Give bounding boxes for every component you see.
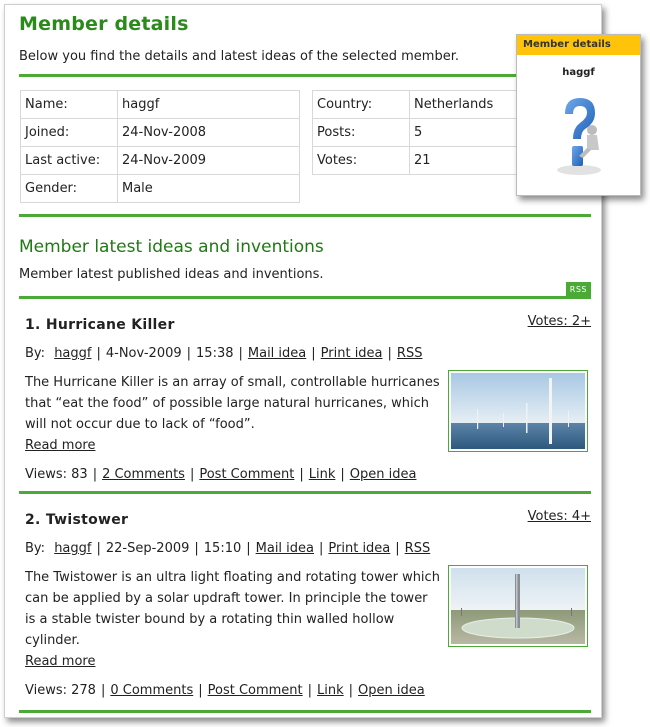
idea-item [19, 299, 591, 494]
mail-idea-link[interactable]: Mail idea [247, 346, 307, 361]
read-more-link[interactable]: Read more [25, 654, 96, 669]
votes-label: Votes: [313, 147, 410, 175]
by-label: By: [25, 346, 46, 361]
author-link[interactable]: haggf [54, 541, 92, 556]
read-more-link[interactable]: Read more [25, 438, 96, 453]
page-subtitle: Below you find the details and latest ideas of the selected member. [19, 49, 459, 64]
idea-stats: Views: 278 | 0 Comments | Post Comment | Link | Open idea [25, 683, 425, 698]
post-comment-link[interactable]: Post Comment [199, 467, 295, 482]
idea-time: 15:10 [203, 541, 242, 556]
question-mark-avatar-icon [517, 84, 640, 184]
views-count: Views: 83 [25, 467, 88, 482]
idea-thumbnail[interactable] [448, 565, 588, 647]
idea-time: 15:38 [196, 346, 234, 361]
divider [19, 710, 591, 713]
author-link[interactable]: haggf [54, 346, 92, 361]
name-label: Name: [21, 91, 118, 119]
post-comment-link[interactable]: Post Comment [207, 683, 303, 698]
rss-link[interactable]: RSS [396, 346, 423, 361]
divider [19, 214, 591, 217]
table-row [21, 175, 300, 203]
idea-title[interactable]: 1. Hurricane Killer [25, 317, 175, 333]
print-idea-link[interactable]: Print idea [328, 541, 391, 556]
ideas-section-subtitle: Member latest published ideas and inventions. [19, 267, 324, 282]
idea-date: 4-Nov-2009 [105, 346, 182, 361]
twistower-image [451, 568, 585, 644]
member-info-table-left [20, 90, 300, 203]
by-label: By: [25, 541, 46, 556]
print-idea-link[interactable]: Print idea [320, 346, 383, 361]
posts-label: Posts: [313, 119, 410, 147]
country-label: Country: [313, 91, 410, 119]
idea-description-text: The Hurricane Killer is an array of small, controllable hurricanes that “eat the food” of possible large natural hurricanes, which will not occur due to lack of “food”. [25, 375, 440, 432]
idea-title[interactable]: 2. Twistower [25, 512, 129, 528]
rss-feed-button[interactable]: RSS [566, 282, 591, 297]
open-idea-link[interactable]: Open idea [349, 467, 417, 482]
ideas-section-title: Member latest ideas and inventions [19, 237, 324, 257]
gender-label: Gender: [21, 175, 118, 203]
country-value: Netherlands [410, 91, 555, 119]
mail-idea-link[interactable]: Mail idea [255, 541, 315, 556]
votes-link[interactable]: Votes: 4+ [527, 509, 591, 524]
last-active-value: 24-Nov-2009 [118, 147, 300, 175]
table-row [21, 91, 300, 119]
idea-meta: By: haggf | 22-Sep-2009 | 15:10 | Mail idea | Print idea | RSS [25, 541, 431, 556]
views-count: Views: 278 [25, 683, 96, 698]
popup-header: Member details [517, 35, 640, 55]
gender-value: Male [118, 175, 300, 203]
idea-meta: By: haggf | 4-Nov-2009 | 15:38 | Mail idea | Print idea | RSS [25, 346, 423, 361]
last-active-label: Last active: [21, 147, 118, 175]
votes-link[interactable]: Votes: 2+ [527, 314, 591, 329]
joined-value: 24-Nov-2008 [118, 119, 300, 147]
idea-stats: Views: 83 | 2 Comments | Post Comment | Link | Open idea [25, 467, 417, 482]
permalink[interactable]: Link [317, 683, 344, 698]
hurricane-killer-image [451, 373, 585, 449]
divider [19, 74, 591, 77]
idea-description [25, 372, 440, 456]
idea-date: 22-Sep-2009 [105, 541, 190, 556]
popup-member-name: haggf [562, 67, 595, 78]
open-idea-link[interactable]: Open idea [358, 683, 425, 698]
idea-description-text: The Twistower is an ultra light floating and rotating tower which can be applied by a solar updraft tower. In principle the tower is a stable twister bound by a rotating thin walled hollow cylinder. [25, 570, 440, 648]
idea-description [25, 567, 440, 672]
posts-value: 5 [410, 119, 555, 147]
comments-link[interactable]: 2 Comments [102, 467, 185, 482]
idea-thumbnail[interactable] [448, 370, 588, 452]
member-page [4, 4, 602, 718]
joined-label: Joined: [21, 119, 118, 147]
page-title: Member details [19, 13, 189, 35]
table-row [21, 119, 300, 147]
permalink[interactable]: Link [308, 467, 336, 482]
table-row [21, 147, 300, 175]
name-value: haggf [118, 91, 300, 119]
idea-item [19, 494, 591, 712]
rss-link[interactable]: RSS [404, 541, 431, 556]
comments-link[interactable]: 0 Comments [110, 683, 194, 698]
member-popup [516, 34, 641, 196]
votes-value: 21 [410, 147, 555, 175]
